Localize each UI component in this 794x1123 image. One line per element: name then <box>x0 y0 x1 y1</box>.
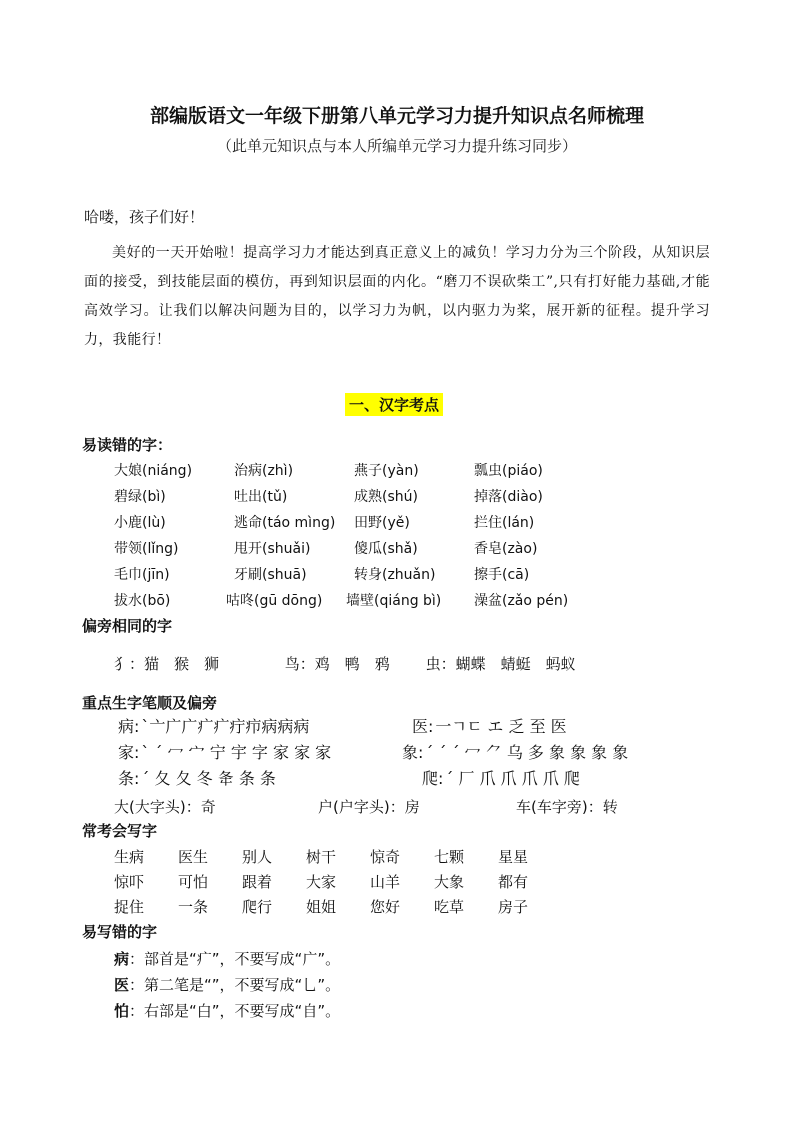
easy-read-item: 咕咚(gū dōng) <box>226 593 323 609</box>
must-write-word: 大家 <box>306 873 337 891</box>
must-write-word: 吃草 <box>434 898 465 916</box>
easy-read-item: 转身(zhuǎn) <box>354 567 436 583</box>
must-write-word: 星星 <box>498 848 529 866</box>
stroke-sequence: ˋ亠广广疒疒疔疖病病病 <box>141 717 310 736</box>
easy-read-item: 治病(zhì) <box>234 463 294 479</box>
must-write-word: 跟着 <box>242 873 273 891</box>
stroke-sequence: ˊ ˊ ˊ 冖 ⺈ 乌 多 象 象 象 象 <box>425 743 629 762</box>
radical-head-item: 车(车字旁)：转 <box>516 798 618 816</box>
easy-read-item: 田野(yě) <box>354 515 410 531</box>
stroke-order-item <box>118 766 276 789</box>
easy-read-item: 香皂(zào) <box>474 541 538 557</box>
stroke-char: 医: <box>412 717 434 736</box>
must-write-row <box>114 871 562 892</box>
easy-read-row <box>114 486 543 506</box>
stroke-sequence: 一ㄱㄷ エ 乏 至 医 <box>435 717 567 736</box>
must-write-word: 您好 <box>370 898 401 916</box>
must-write-word: 惊吓 <box>114 873 145 891</box>
easy-write-item <box>114 1000 340 1021</box>
must-write-word: 可怕 <box>178 873 209 891</box>
easy-read-row <box>114 512 534 532</box>
easy-read-item: 小鹿(lù) <box>114 515 166 531</box>
easy-read-row <box>114 460 543 480</box>
easy-read-row <box>114 538 537 558</box>
easy-read-item: 牙刷(shuā) <box>234 567 307 583</box>
section-heading-hanzi: 一、汉字考点 <box>345 393 443 416</box>
easy-read-item: 毛巾(jīn) <box>114 567 170 583</box>
radical-group: 虫：蝴蝶 蜻蜓 蚂蚁 <box>425 655 576 673</box>
easy-read-item: 甩开(shuǎi) <box>234 541 311 557</box>
must-write-word: 姐姐 <box>306 898 337 916</box>
must-write-word: 别人 <box>242 848 273 866</box>
must-write-word: 房子 <box>498 898 529 916</box>
stroke-order-item <box>422 766 580 789</box>
document-title: 部编版语文一年级下册第八单元学习力提升知识点名师梳理 <box>149 105 644 127</box>
stroke-char: 家: <box>118 743 140 762</box>
stroke-char: 爬: <box>422 769 444 788</box>
easy-write-note: ：第二笔是“”，不要写成“乚”。 <box>129 976 341 994</box>
easy-read-item: 成熟(shú) <box>354 489 418 505</box>
easy-read-item: 瓢虫(piáo) <box>474 463 543 479</box>
stroke-order-item <box>402 740 628 763</box>
must-write-word: 捉住 <box>114 898 145 916</box>
easy-read-item: 燕子(yàn) <box>354 463 419 479</box>
must-write-word: 爬行 <box>242 898 273 916</box>
easy-read-heading: 易读错的字： <box>82 436 173 454</box>
radicals-heading: 偏旁相同的字 <box>82 617 173 635</box>
easy-read-item: 掉落(diào) <box>474 489 543 505</box>
easy-write-char: 怕 <box>114 1002 130 1020</box>
easy-write-note: ：右部是“白”，不要写成“自”。 <box>129 1002 341 1020</box>
stroke-sequence: ˊ 夂 夂 冬 夅 条 条 <box>141 769 276 788</box>
easy-read-item: 澡盆(zǎo pén) <box>474 593 569 609</box>
must-write-word: 一条 <box>178 898 209 916</box>
radical-group: 鸟：鸡 鸭 鸦 <box>284 655 390 673</box>
easy-read-item: 傻瓜(shǎ) <box>354 541 418 557</box>
must-write-row <box>114 846 562 867</box>
easy-read-item: 带领(lǐng) <box>114 541 179 557</box>
radicals-row <box>114 653 582 674</box>
stroke-order-item <box>118 714 309 737</box>
radical-head-item: 大(大字头)：奇 <box>114 798 216 816</box>
easy-read-item: 大娘(niáng) <box>114 463 193 479</box>
must-write-word: 都有 <box>498 873 529 891</box>
must-write-heading: 常考会写字 <box>82 822 158 840</box>
document-subtitle: （此单元知识点与本人所编单元学习力提升练习同步） <box>216 137 577 155</box>
easy-read-item: 拦住(lán) <box>474 515 535 531</box>
intro-paragraph: 美好的一天开始啦！提高学习力才能达到真正意义上的减负！学习力分为三个阶段，从知识层面的接受，到技能层面的模仿，再到知识层面的内化。“磨刀不误砍柴工”,只有打好能力基础,才能高效学习。让我们以解决问题为目的，以学习力为帆，以内驱力为桨，展开新的征程。提升学习力，我能行！ <box>84 245 710 348</box>
must-write-word: 山羊 <box>370 873 401 891</box>
easy-read-item: 吐出(tǔ) <box>234 489 288 505</box>
stroke-char: 病: <box>118 717 140 736</box>
stroke-char: 象: <box>402 743 424 762</box>
easy-write-item <box>114 974 340 995</box>
easy-write-heading: 易写错的字 <box>82 923 158 941</box>
easy-write-note: ：部首是“疒”，不要写成“广”。 <box>129 950 341 968</box>
stroke-order-item <box>412 714 567 737</box>
must-write-word: 树干 <box>306 848 337 866</box>
radical-head-item: 户(户字头)：房 <box>318 798 420 816</box>
strokes-heading: 重点生字笔顺及偏旁 <box>82 694 218 712</box>
easy-read-row <box>114 590 568 610</box>
stroke-char: 条: <box>118 769 140 788</box>
must-write-row <box>114 896 562 917</box>
easy-read-item: 碧绿(bì) <box>114 489 166 505</box>
radical-group: 犭：猫 猴 狮 <box>114 655 220 673</box>
easy-write-char: 病 <box>114 950 130 968</box>
stroke-sequence: ˊ 厂 爪 爪 爪 爪 爬 <box>445 769 580 788</box>
greeting: 哈喽，孩子们好！ <box>84 208 205 226</box>
easy-write-item <box>114 948 340 969</box>
easy-read-item: 墙壁(qiáng bì) <box>346 593 442 609</box>
stroke-order-item <box>118 740 331 763</box>
easy-write-char: 医 <box>114 976 130 994</box>
easy-read-row <box>114 564 529 584</box>
easy-read-item: 拔水(bō) <box>114 593 171 609</box>
must-write-word: 惊奇 <box>370 848 401 866</box>
stroke-sequence: ˋ ˊ 冖 宀 宁 宇 字 家 家 家 <box>141 743 332 762</box>
easy-read-item: 擦手(cā) <box>474 567 530 583</box>
must-write-word: 医生 <box>178 848 209 866</box>
must-write-word: 七颗 <box>434 848 465 866</box>
must-write-word: 生病 <box>114 848 145 866</box>
easy-read-item: 逃命(táo mìng) <box>234 515 336 531</box>
must-write-word: 大象 <box>434 873 465 891</box>
